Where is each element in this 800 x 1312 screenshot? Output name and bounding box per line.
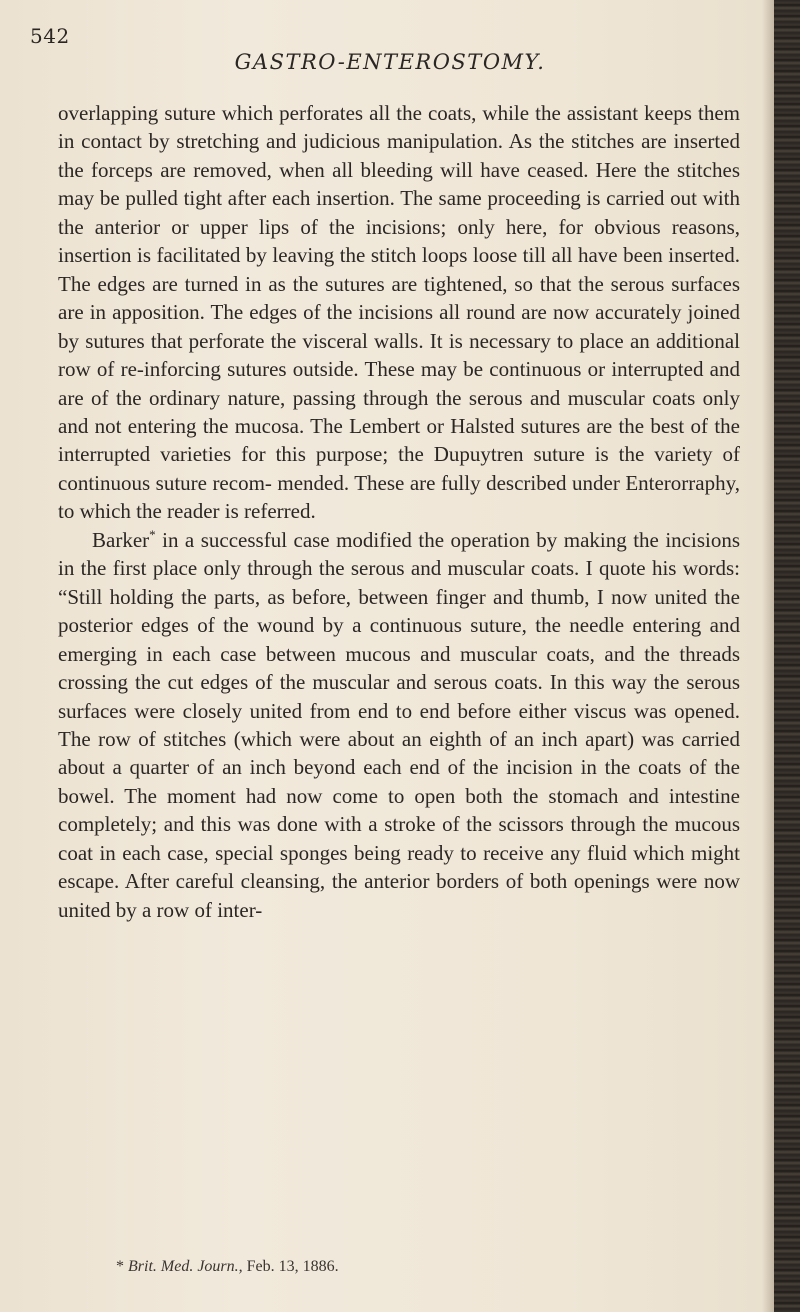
- footnote-date: Feb. 13, 1886.: [246, 1258, 339, 1275]
- paragraph-2: [58, 526, 740, 924]
- footnote-reference: *: [149, 526, 156, 542]
- footnote: [116, 1258, 339, 1276]
- page-number: 542: [30, 24, 70, 48]
- body-text: [58, 99, 740, 924]
- page-header: [30, 24, 750, 74]
- paragraph-2-lead: Barker: [92, 527, 150, 552]
- footnote-marker: *: [116, 1258, 124, 1275]
- paragraph-1: overlapping suture which perforates all the coats, while the assistant keeps them in contact by stretching and judicious manipulation. As the stitches are inserted the forceps are removed, when all bleeding will have ceased. Here the stitches may be pulled tight after each insertion. The same proceeding is carried out with the anterior or upper lips of the incisions; only here, for obvious reasons, insertion is facilitated by leaving the stitch loops loose till all have been inserted. The edges are turned in as the sutures are tightened, so that the serous surfaces are in apposition. The edges of the incisions all round are now accurately joined by sutures that perforate the visceral walls. It is necessary to place an additional row of re-inforcing sutures outside. These may be continuous or interrupted and are of the ordinary nature, passing through the serous and muscular coats only and not entering the mucosa. The Lembert or Halsted sutures are the best of the interrupted varieties for this purpose; the Dupuytren suture is the variety of continuous suture recom- mended. These are fully described under Enterorraphy, to which the reader is referred.: [58, 101, 740, 524]
- running-head: GASTRO-ENTEROSTOMY.: [234, 50, 546, 74]
- footnote-journal: Brit. Med. Journ.,: [128, 1258, 243, 1275]
- page-stack-edge: [774, 0, 800, 1312]
- page-gutter-shadow: [762, 0, 774, 1312]
- paragraph-2-text: in a successful case modified the operation by making the incisions in the first place only through the serous and muscular coats. I quote his words: “Still holding the parts, as before, between finger and thumb, I now united the posterior edges of the wound by a continuous suture, the needle entering and emerging in each case between mucous and muscular coats, and the threads crossing the cut edges of the muscular and serous coats. In this way the serous surfaces were closely united from end to end before either viscus was opened. The row of stitches (which were about an eighth of an inch apart) was carried about a quarter of an inch beyond each end of the incision in the coats of the bowel. The moment had now come to open both the stomach and intestine completely; and this was done with a stroke of the scissors through the mucous coat in each case, special sponges being ready to receive any fluid which might escape. After careful cleansing, the anterior borders of both openings were now united by a row of inter-: [58, 527, 741, 922]
